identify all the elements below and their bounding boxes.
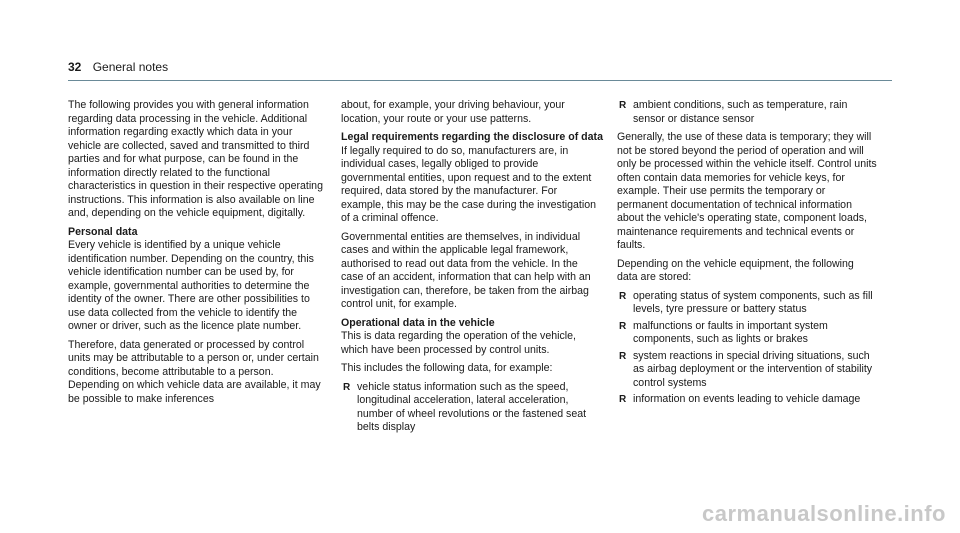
watermark: carmanualsonline.info (702, 501, 946, 526)
paragraph: If legally required to do so, manufacturers are, in individual cases, legally obliged to provide governmental entities, upon request and to the extent required, data stored by the manufacturer. For example, this may be the case during the investigation of a criminal offence. (341, 144, 596, 224)
column-2 (341, 99, 603, 440)
heading-personal-data: Personal data (68, 225, 138, 238)
page-header (68, 60, 168, 74)
bullet-icon: R (619, 394, 627, 405)
intro-paragraph: The following provides you with general information regarding data processing in the vehicle. Additional information regarding exactly which data in your vehicle are collected, saved and transmitted to third parties and for what purpose, can be found in the information directly related to the functional characteristics in question in their respective operating instructions. This information is also available on line and, depending on the vehicle equipment, digitally. (68, 99, 323, 219)
paragraph: about, for example, your driving behaviour, your location, your route or your use patterns. (341, 99, 565, 125)
paragraph: This is data regarding the operation of the vehicle, which have been processed by control units. (341, 330, 576, 356)
page-number: 32 (68, 60, 82, 74)
paragraph: Generally, the use of these data is temporary; they will not be stored beyond the period of operation and will only be processed within the vehicle itself. Control units often contain data memories for vehicle keys, for example. Their use permits the temporary or permanent documentation of technical information about the vehicle's operating state, component loads, maintenance requirements and technical events or faults. (617, 131, 877, 251)
paragraph: Therefore, data generated or processed by control units may be attributable to a person or, under certain conditions, become attributable to a person. Depending on which vehicle data are available, it may be possible to make inferences (68, 338, 321, 405)
bullet-icon: R (619, 290, 627, 302)
bullet-icon: R (619, 350, 627, 362)
heading-legal-requirements: Legal requirements regarding the disclosure of data (341, 131, 603, 143)
paragraph: This includes the following data, for example: (341, 362, 553, 374)
bullet-list (341, 381, 603, 435)
bullet-list (617, 99, 877, 126)
section-title: General notes (92, 60, 169, 74)
list-item: R malfunctions or faults in important system components, such as lights or brakes (619, 319, 828, 345)
bullet-list (617, 290, 877, 407)
bullet-icon: R (619, 320, 627, 332)
list-item: R operating status of system components, such as fill levels, tyre pressure or battery status (619, 289, 873, 315)
column-1 (68, 99, 324, 411)
list-item: R system reactions in special driving situations, such as airbag deployment or the intervention of stability control systems (619, 349, 873, 389)
paragraph: Depending on the vehicle equipment, the following data are stored: (617, 257, 854, 283)
list-item: R ambient conditions, such as temperature, rain sensor or distance sensor (619, 99, 848, 125)
bullet-icon: R (619, 100, 627, 111)
bullet-icon: R (343, 381, 351, 393)
list-item: R vehicle status information such as the speed, longitudinal acceleration, lateral acceleration, number of wheel revolutions or the fastened seat belts display (343, 380, 587, 433)
header-divider (68, 80, 892, 81)
paragraph: Governmental entities are themselves, in individual cases and within the applicable legal framework, authorised to read out data from the vehicle. In the case of an accident, information that can help with an investigation can, therefore, be taken from the airbag control unit, for example. (341, 230, 591, 310)
heading-operational-data: Operational data in the vehicle (341, 316, 495, 329)
column-3 (617, 99, 877, 412)
paragraph: Every vehicle is identified by a unique vehicle identification number. Depending on the country, this vehicle identification number can be used by, for example, governmental authorities to determine the identity of the owner. There are other possibilities to use data collected from the vehicle to identify the owner or driver, such as the licence plate number. (68, 239, 314, 332)
list-item: R information on events leading to vehicle damage (619, 393, 861, 405)
